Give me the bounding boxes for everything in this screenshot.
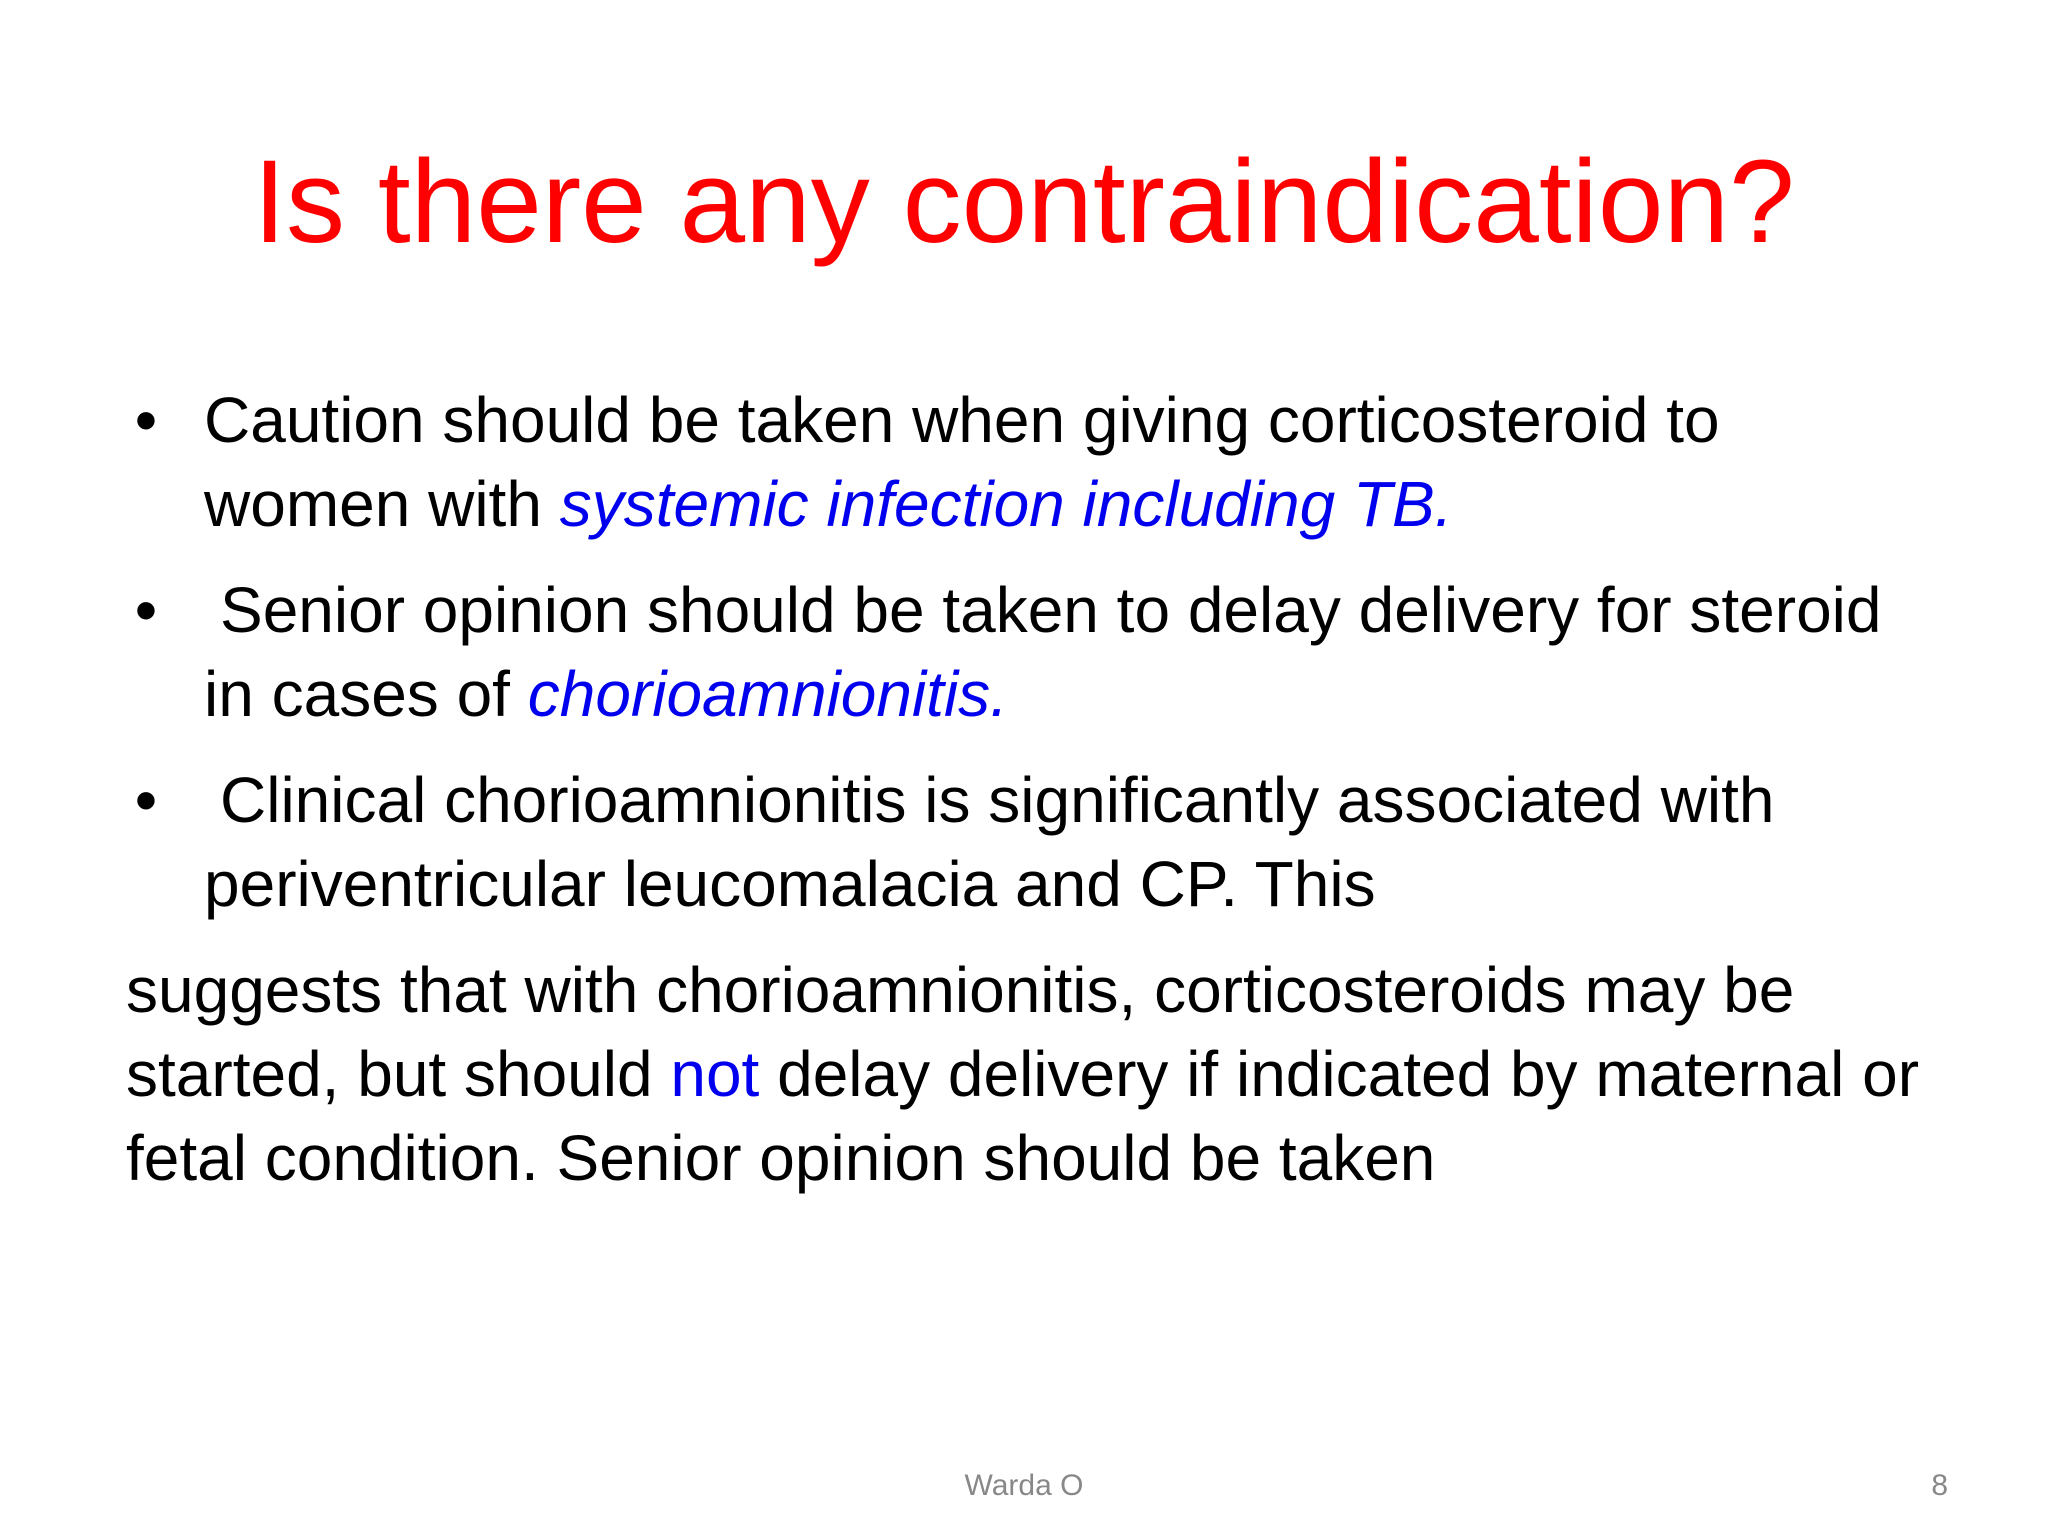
bullet-icon: • xyxy=(134,764,158,836)
bullet-text-part: Senior opinion should be taken to delay delivery for steroid in cases of xyxy=(204,574,1882,730)
bullet-text xyxy=(204,758,1926,926)
bullet-item xyxy=(126,378,1926,546)
paragraph-part: suggests that with chorioamnionitis, corticosteroids may be started, but should xyxy=(126,954,1795,1110)
bullet-text-part: Clinical chorioamnionitis is significantly associated with periventricular leucomalacia and CP. This xyxy=(204,764,1775,920)
bullet-item xyxy=(126,758,1926,926)
bullet-icon: • xyxy=(134,574,158,646)
body-paragraph xyxy=(126,948,1926,1200)
bullet-text xyxy=(204,378,1926,546)
bullet-icon: • xyxy=(134,384,158,456)
emphasis-word: not xyxy=(670,1038,760,1110)
emphasis-text: systemic infection including TB. xyxy=(559,468,1453,540)
slide-title: Is there any contraindication? xyxy=(253,136,1795,268)
slide-content xyxy=(126,378,1926,1200)
footer-author: Warda O xyxy=(964,1469,1084,1502)
bullet-text-part: Caution should be taken when giving corticosteroid to women with xyxy=(204,384,1720,540)
bullet-text xyxy=(204,568,1926,736)
paragraph-part: delay delivery if indicated by maternal or fetal condition. Senior opinion should be taken xyxy=(126,1038,1919,1194)
bullet-item xyxy=(126,568,1926,736)
page-number: 8 xyxy=(1931,1469,1948,1502)
emphasis-text: chorioamnionitis. xyxy=(527,658,1008,730)
